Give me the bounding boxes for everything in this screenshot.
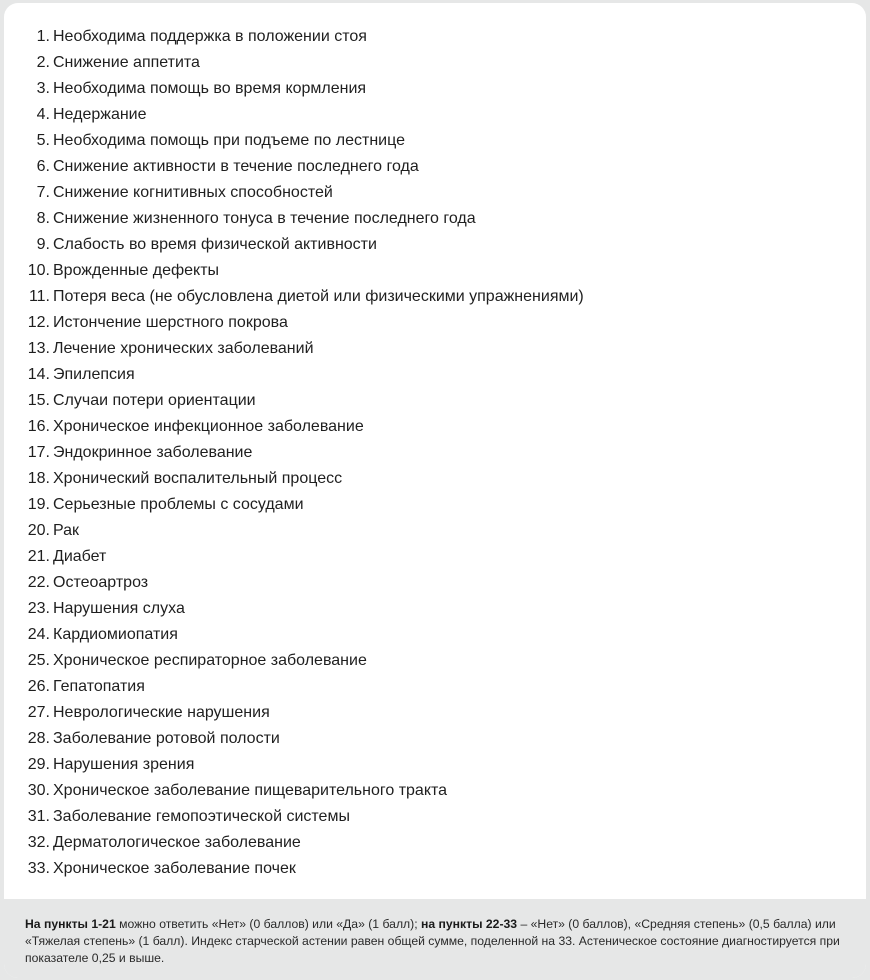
list-item-text: Снижение когнитивных способностей — [53, 184, 333, 201]
list-item — [4, 804, 584, 830]
list-item-text: Заболевание гемопоэтической системы — [53, 808, 350, 825]
list-item-number: 32. — [27, 834, 50, 851]
list-item — [4, 76, 584, 102]
list-item — [4, 206, 584, 232]
list-item-text: Хроническое респираторное заболевание — [53, 652, 367, 669]
list-item-text: Серьезные проблемы с сосудами — [53, 496, 304, 513]
list-item — [4, 830, 584, 856]
list-item-number: 2. — [36, 54, 50, 71]
list-item-text: Лечение хронических заболеваний — [53, 340, 314, 357]
list-item-number: 18. — [27, 470, 50, 487]
list-item — [4, 596, 584, 622]
questionnaire-card — [4, 3, 866, 978]
list-item-number: 16. — [27, 418, 50, 435]
list-item-number: 4. — [36, 106, 50, 123]
list-item — [4, 752, 584, 778]
list-item-text: Необходима помощь во время кормления — [53, 80, 367, 97]
list-item — [4, 648, 584, 674]
footnote-text-2: – «Нет» (0 баллов), «Средняя степень» (0,5 балла) или «Тяжелая степень» (1 балл). Индекс старческой астении равен общей сумме, поделенной на 33. Астеническое состояние диагностируется при показателе 0,25 и выше. — [25, 917, 840, 965]
list-item-text: Хронический воспалительный процесс — [53, 470, 343, 487]
list-item-text: Врожденные дефекты — [53, 262, 220, 279]
list-item-number: 28. — [27, 730, 50, 747]
list-item-number: 21. — [27, 548, 50, 565]
list-item-number: 8. — [36, 210, 50, 227]
list-item-text: Необходима поддержка в положении стоя — [53, 28, 367, 45]
list-item-number: 23. — [27, 600, 50, 617]
list-item-text: Кардиомиопатия — [53, 626, 178, 643]
list-item-number: 13. — [27, 340, 50, 357]
list-item — [4, 544, 584, 570]
list-item-text: Рак — [53, 522, 80, 539]
list-item-text: Хроническое заболевание почек — [53, 860, 296, 877]
list-item-text: Потеря веса (не обусловлена диетой или физическими упражнениями) — [53, 288, 584, 305]
list-item-number: 1. — [36, 28, 50, 45]
list-item-text: Эпилепсия — [53, 366, 135, 383]
list-item — [4, 50, 584, 76]
list-item — [4, 258, 584, 284]
list-item-number: 14. — [27, 366, 50, 383]
list-item-text: Гепатопатия — [53, 678, 145, 695]
list-item-text: Эндокринное заболевание — [53, 444, 253, 461]
list-item-number: 12. — [27, 314, 50, 331]
list-item — [4, 128, 584, 154]
list-item — [4, 180, 584, 206]
list-item — [4, 284, 584, 310]
list-item — [4, 362, 584, 388]
list-item-number: 27. — [27, 704, 50, 721]
list-item-number: 3. — [36, 80, 50, 97]
list-item-text: Слабость во время физической активности — [53, 236, 377, 253]
list-item-number: 9. — [36, 236, 50, 253]
list-item-number: 6. — [36, 158, 50, 175]
list-item — [4, 232, 584, 258]
list-item — [4, 674, 584, 700]
list-item-number: 29. — [27, 756, 50, 773]
scoring-footnote — [4, 899, 866, 978]
list-item-number: 11. — [28, 288, 50, 305]
list-item-text: Хроническое заболевание пищеварительного тракта — [53, 782, 448, 799]
list-item-text: Хроническое инфекционное заболевание — [53, 418, 364, 435]
list-item-number: 17. — [27, 444, 50, 461]
list-item-number: 19. — [27, 496, 50, 513]
list-item — [4, 102, 584, 128]
list-item — [4, 570, 584, 596]
list-item-number: 7. — [36, 184, 50, 201]
list-item-text: Снижение жизненного тонуса в течение последнего года — [53, 210, 476, 227]
list-item — [4, 336, 584, 362]
list-item — [4, 778, 584, 804]
list-item-text: Заболевание ротовой полости — [53, 730, 280, 747]
list-item — [4, 726, 584, 752]
list-item-text: Снижение активности в течение последнего года — [53, 158, 419, 175]
list-item — [4, 700, 584, 726]
list-item — [4, 154, 584, 180]
list-item — [4, 440, 584, 466]
list-item-text: Истончение шерстного покрова — [53, 314, 288, 331]
list-item-number: 15. — [27, 392, 50, 409]
list-item-text: Диабет — [53, 548, 107, 565]
list-item-text: Остеоартроз — [53, 574, 149, 591]
list-item — [4, 388, 584, 414]
list-item-number: 31. — [27, 808, 50, 825]
list-item — [4, 856, 584, 882]
footnote-text-1: можно ответить «Нет» (0 баллов) или «Да» (1 балл); — [115, 917, 421, 931]
list-item-number: 10. — [27, 262, 50, 279]
list-item — [4, 24, 584, 50]
list-item-text: Снижение аппетита — [53, 54, 200, 71]
list-item — [4, 518, 584, 544]
list-item — [4, 622, 584, 648]
list-item-text: Нарушения слуха — [53, 600, 185, 617]
list-item-number: 20. — [27, 522, 50, 539]
list-item-text: Дерматологическое заболевание — [53, 834, 301, 851]
list-item — [4, 310, 584, 336]
list-item-text: Недержание — [53, 106, 147, 123]
list-item-text: Необходима помощь при подъеме по лестнице — [53, 132, 405, 149]
footnote-bold-range-2: на пункты 22-33 — [421, 917, 518, 931]
footnote-bold-range-1: На пункты 1-21 — [25, 917, 116, 931]
list-item — [4, 414, 584, 440]
list-item-text: Случаи потери ориентации — [53, 392, 256, 409]
list-item-number: 22. — [27, 574, 50, 591]
list-item-number: 30. — [27, 782, 50, 799]
list-item — [4, 466, 584, 492]
list-item-number: 33. — [27, 860, 50, 877]
list-item-text: Нарушения зрения — [53, 756, 195, 773]
list-item-number: 25. — [27, 652, 50, 669]
criteria-list — [4, 24, 584, 882]
list-item — [4, 492, 584, 518]
list-item-text: Неврологические нарушения — [53, 704, 270, 721]
list-item-number: 24. — [27, 626, 50, 643]
list-item-number: 26. — [27, 678, 50, 695]
list-item-number: 5. — [36, 132, 50, 149]
